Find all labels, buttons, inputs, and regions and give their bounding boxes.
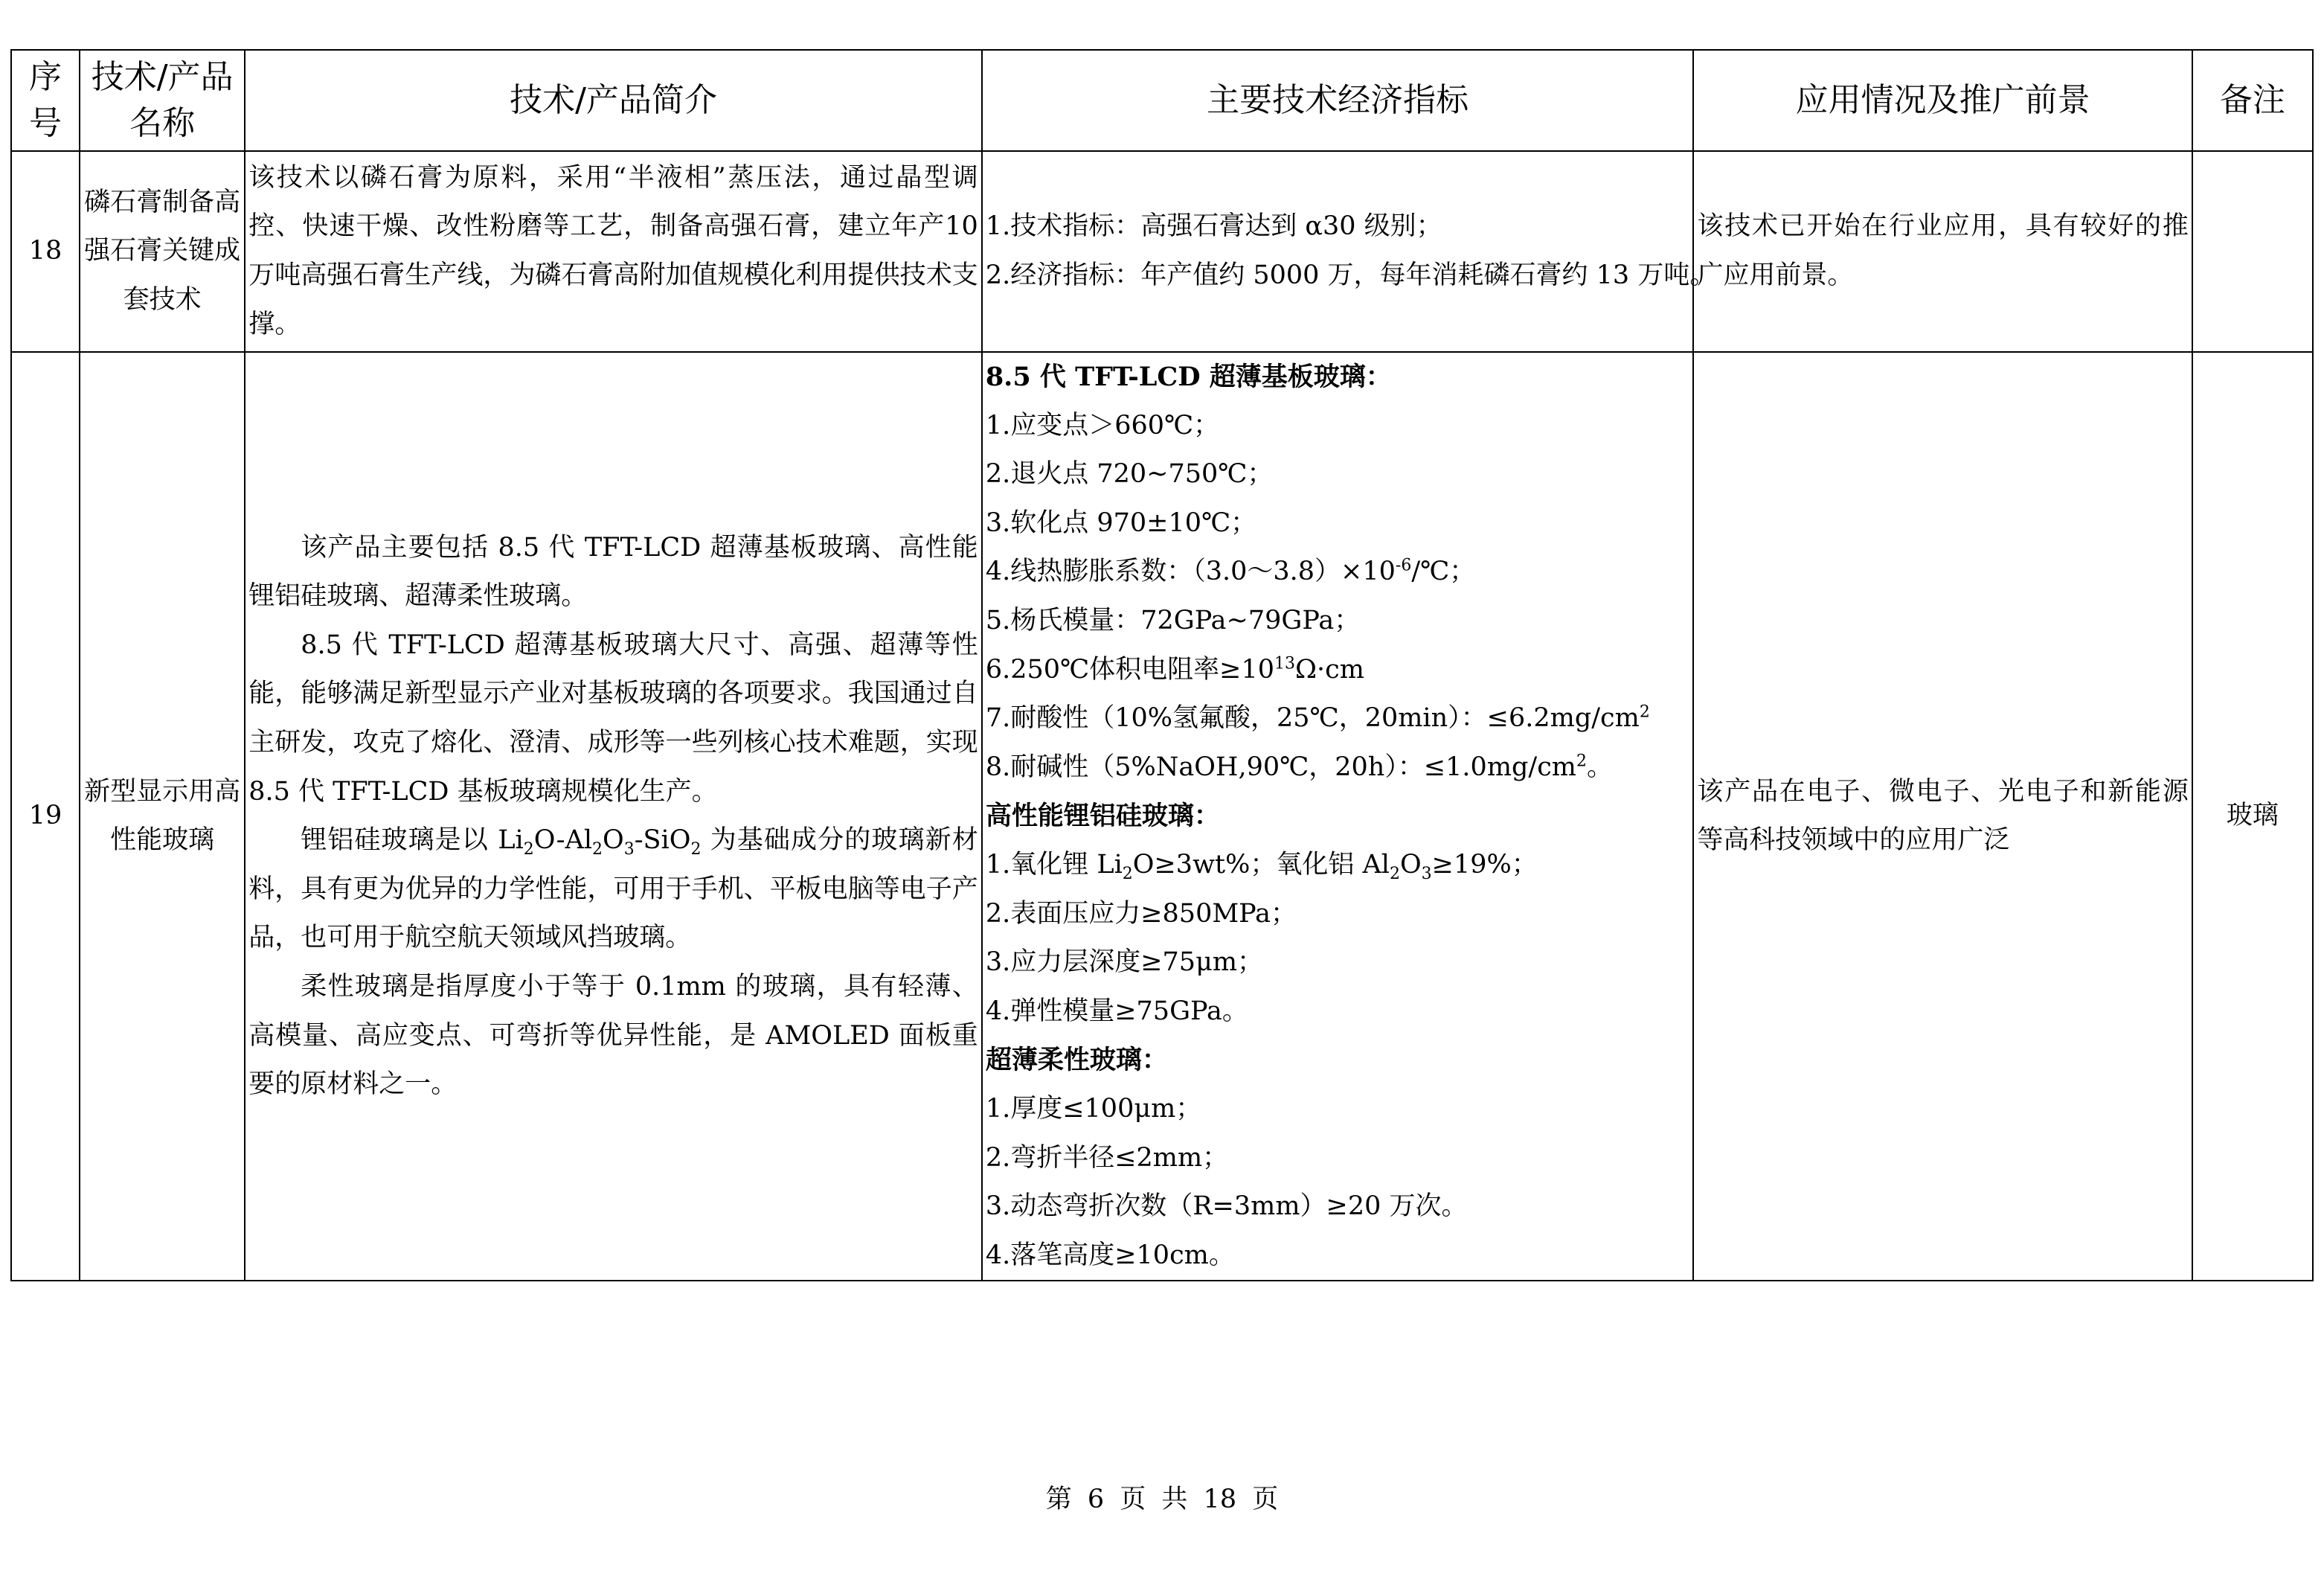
lithium-suffix: 为基础成分的玻璃新材料，具有更为优异的力学性能，可用于手机、平板电脑等电子产品，也可用于航空航天领域风挡玻璃。 bbox=[248, 825, 978, 953]
indicator-group-title: 高性能锂铝硅玻璃： bbox=[985, 801, 1220, 832]
row-serial-number: 18 bbox=[11, 151, 80, 352]
indicator-line: 1.技术指标：高强石膏达到 α30 级别； bbox=[985, 211, 1442, 242]
indicator-group-title: 超薄柔性玻璃： bbox=[985, 1045, 1168, 1076]
row-serial-number: 19 bbox=[11, 352, 80, 1281]
indicator-line bbox=[986, 646, 1690, 695]
indicator-line: 5.杨氏模量：72GPa~79GPa； bbox=[985, 605, 1361, 635]
row-product-name: 磷石膏制备高强石膏关键成套技术 bbox=[80, 151, 245, 352]
table-header-row bbox=[11, 50, 2313, 151]
row-application: 该技术已开始在行业应用，具有较好的推广应用前景。 bbox=[1693, 151, 2192, 352]
indicator-line bbox=[986, 841, 1690, 890]
header-application: 应用情况及推广前景 bbox=[1693, 50, 2192, 151]
row-remark bbox=[2192, 151, 2313, 352]
header-introduction: 技术/产品简介 bbox=[245, 50, 982, 151]
indicator-line: 2.表面压应力≥850MPa； bbox=[985, 898, 1297, 929]
indicator-line: 2.退火点 720~750℃； bbox=[985, 459, 1274, 490]
row-indicators bbox=[982, 151, 1716, 352]
indicator-exponent: 2 bbox=[1639, 702, 1650, 722]
indicator-text: Ω·cm bbox=[1295, 654, 1364, 685]
indicator-line: 3.应力层深度≥75μm； bbox=[985, 947, 1264, 978]
indicator-text: O≥3wt%；氧化铝 Al bbox=[1132, 849, 1390, 880]
indicator-text: 7.耐酸性（10%氢氟酸，25℃，20min）：≤6.2mg/cm bbox=[985, 703, 1640, 734]
indicator-line: 2.经济指标：年产值约 5000 万，每年消耗磷石膏约 13 万吨。 bbox=[985, 260, 1716, 290]
intro-paragraph: 8.5 代 TFT-LCD 超薄基板玻璃大尺寸、高强、超薄等性能，能够满足新型显示产业对基板玻璃的各项要求。我国通过自主研发，攻克了熔化、澄清、成形等一些列核心技术难题，实现 8.5 代 TFT-LCD 基板玻璃规模化生产。 bbox=[248, 630, 978, 807]
page-number-footer: 第 6 页 共 18 页 bbox=[1045, 1485, 1279, 1514]
table-row bbox=[11, 151, 2313, 352]
intro-paragraph: 该产品主要包括 8.5 代 TFT-LCD 超薄基板玻璃、高性能锂铝硅玻璃、超薄柔性玻璃。 bbox=[248, 532, 978, 612]
indicator-line: 3.动态弯折次数（R=3mm）≥20 万次。 bbox=[985, 1191, 1468, 1222]
intro-paragraph-lithium bbox=[248, 816, 978, 963]
indicator-exponent: 13 bbox=[1274, 653, 1296, 673]
row-introduction: 该技术以磷石膏为原料，采用“半液相”蒸压法，通过晶型调控、快速干燥、改性粉磨等工艺，制备高强石膏，建立年产10万吨高强石膏生产线，为磷石膏高附加值规模化利用提供技术支撑。 bbox=[245, 151, 982, 352]
header-remark: 备注 bbox=[2192, 50, 2313, 151]
row-product-name: 新型显示用高性能玻璃 bbox=[80, 352, 245, 1281]
indicator-line: 1.厚度≤100μm； bbox=[985, 1093, 1202, 1124]
indicator-line: 3.软化点 970±10℃； bbox=[985, 507, 1257, 538]
header-serial-number: 序号 bbox=[11, 50, 80, 151]
row-remark: 玻璃 bbox=[2192, 352, 2313, 1281]
indicator-line: 1.应变点＞660℃； bbox=[985, 410, 1220, 441]
indicator-subscript: 2 bbox=[1122, 864, 1133, 883]
header-indicators: 主要技术经济指标 bbox=[982, 50, 1694, 151]
indicator-text: /℃； bbox=[1411, 557, 1476, 587]
row-indicators bbox=[982, 352, 1694, 1281]
indicator-text: 6.250℃体积电阻率≥10 bbox=[985, 654, 1275, 685]
indicator-text: 1.氧化锂 Li bbox=[985, 849, 1123, 880]
indicator-text: 。 bbox=[1587, 752, 1614, 782]
lithium-prefix: 锂铝硅玻璃是以 bbox=[301, 825, 498, 856]
indicator-exponent: 2 bbox=[1576, 752, 1587, 771]
indicator-line bbox=[986, 694, 1690, 743]
header-product-name: 技术/产品名称 bbox=[80, 50, 245, 151]
indicator-subscript: 3 bbox=[1421, 864, 1432, 883]
chemical-formula: $Li_2O-Al_2O_3-SiO_2$ bbox=[498, 825, 702, 859]
indicator-line: 4.落笔高度≥10cm。 bbox=[985, 1240, 1235, 1270]
intro-paragraph: 柔性玻璃是指厚度小于等于 0.1mm 的玻璃，具有轻薄、高模量、高应变点、可弯折等优异性能，是 AMOLED 面板重要的原材料之一。 bbox=[248, 971, 978, 1100]
indicator-text: 4.线热膨胀系数：（3.0～3.8）×10 bbox=[985, 557, 1396, 587]
technology-table bbox=[10, 49, 2314, 1281]
indicator-text: ≥19%； bbox=[1431, 849, 1538, 880]
table-row bbox=[11, 352, 2313, 1281]
indicator-text: 8.耐碱性（5%NaOH,90℃，20h）：≤1.0mg/cm bbox=[985, 752, 1576, 782]
indicator-group-title: 8.5 代 TFT-LCD 超薄基板玻璃： bbox=[985, 362, 1392, 392]
indicator-exponent: -6 bbox=[1395, 556, 1412, 575]
indicator-line: 4.弹性模量≥75GPa。 bbox=[985, 996, 1248, 1026]
indicator-line bbox=[986, 743, 1690, 792]
indicator-text: O bbox=[1399, 849, 1422, 880]
row-application: 该产品在电子、微电子、光电子和新能源等高科技领域中的应用广泛 bbox=[1693, 352, 2192, 1281]
row-introduction bbox=[245, 352, 982, 1281]
indicator-line: 2.弯折半径≤2mm； bbox=[985, 1142, 1229, 1173]
indicator-subscript: 2 bbox=[1389, 864, 1400, 883]
indicator-line bbox=[986, 548, 1690, 597]
